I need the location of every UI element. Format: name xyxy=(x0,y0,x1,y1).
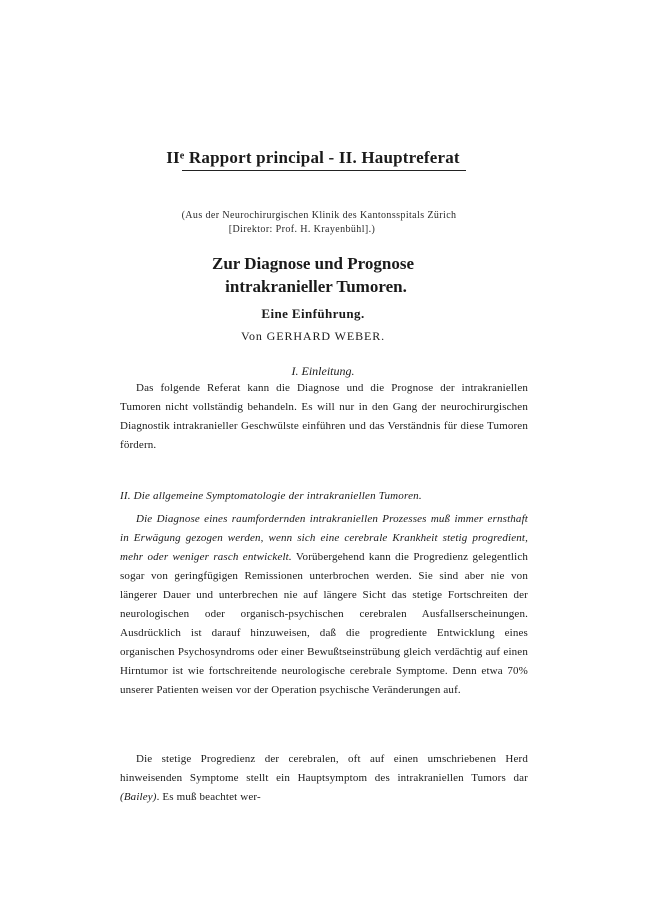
header-underline xyxy=(182,170,466,171)
section-2-paragraph-1-rest: Vorübergehend kann die Progredienz gelegentlich sogar von geringfügigen Remissionen unterbrochen werden. Sie sind aber nie von längerer Dauer und unterbrechen nie auf längere Sicht das stetige Fortschreiten der neurologischen oder organisch-psychischen cerebralen Ausfallserscheinungen. Ausdrücklich ist darauf hinzuweisen, daß die progrediente Entwicklung eines organischen Psychosyndroms oder einer Bewußtseinstrübung gleich verdächtig auf einen Hirntumor ist wie fortschreitende neurologische cerebrale Symptome. Denn etwa 70% unserer Patienten weisen vor der Operation psychische Veränderungen auf. xyxy=(120,551,528,696)
section-2-heading: II. Die allgemeine Symptomatologie der intrakraniellen Tumoren. xyxy=(120,490,422,502)
article-title-line-1: Zur Diagnose und Prognose xyxy=(212,254,414,273)
section-2-paragraph-2 xyxy=(120,750,528,807)
citation-bailey: (Bailey) xyxy=(120,791,157,803)
section-2-paragraph-2-text xyxy=(120,750,528,807)
section-2-paragraph-1 xyxy=(120,510,528,700)
article-title xyxy=(0,252,626,298)
report-header-title: IIᵉ Rapport principal - II. Hauptreferat xyxy=(166,148,460,167)
article-title-line-2: intrakranieller Tumoren. xyxy=(225,277,407,296)
source-line-2: [Direktor: Prof. H. Krayenbühl].) xyxy=(228,224,376,235)
author-byline: Von GERHARD WEBER. xyxy=(240,329,386,343)
section-2-paragraph-2-start: Die stetige Progredienz der cerebralen, oft auf einen umschriebenen Herd hinweisenden Symptome stellt ein Hauptsymptom des intrakraniellen Tumors dar xyxy=(120,753,528,784)
article-subtitle: Eine Einführung. xyxy=(261,306,365,321)
section-1-text: Das folgende Referat kann die Diagnose und die Prognose der intrakraniellen Tumoren nicht vollständig behandeln. Es will nur in den Gang der neurochirurgischen Diagnostik intrakranieller Geschwülste einführen und das Verständnis für diese Tumoren fördern. xyxy=(120,382,528,451)
section-1-heading: I. Einleitung. xyxy=(291,364,355,378)
section-2-emphasis: Die Diagnose eines raumfordernden intrakraniellen Prozesses muß immer ernsthaft in Erwägung gezogen werden, wenn sich eine cerebrale Krankheit stetig progredient, mehr oder weniger rasch entwickelt. xyxy=(120,513,528,563)
section-1-paragraph xyxy=(120,379,528,455)
section-2-paragraph-1-text xyxy=(120,510,528,700)
source-line-1: (Aus der Neurochirurgischen Klinik des Kantonsspitals Zürich xyxy=(181,210,457,221)
section-2-paragraph-2-end: . Es muß beachtet wer- xyxy=(156,791,261,803)
source-note xyxy=(0,209,638,237)
